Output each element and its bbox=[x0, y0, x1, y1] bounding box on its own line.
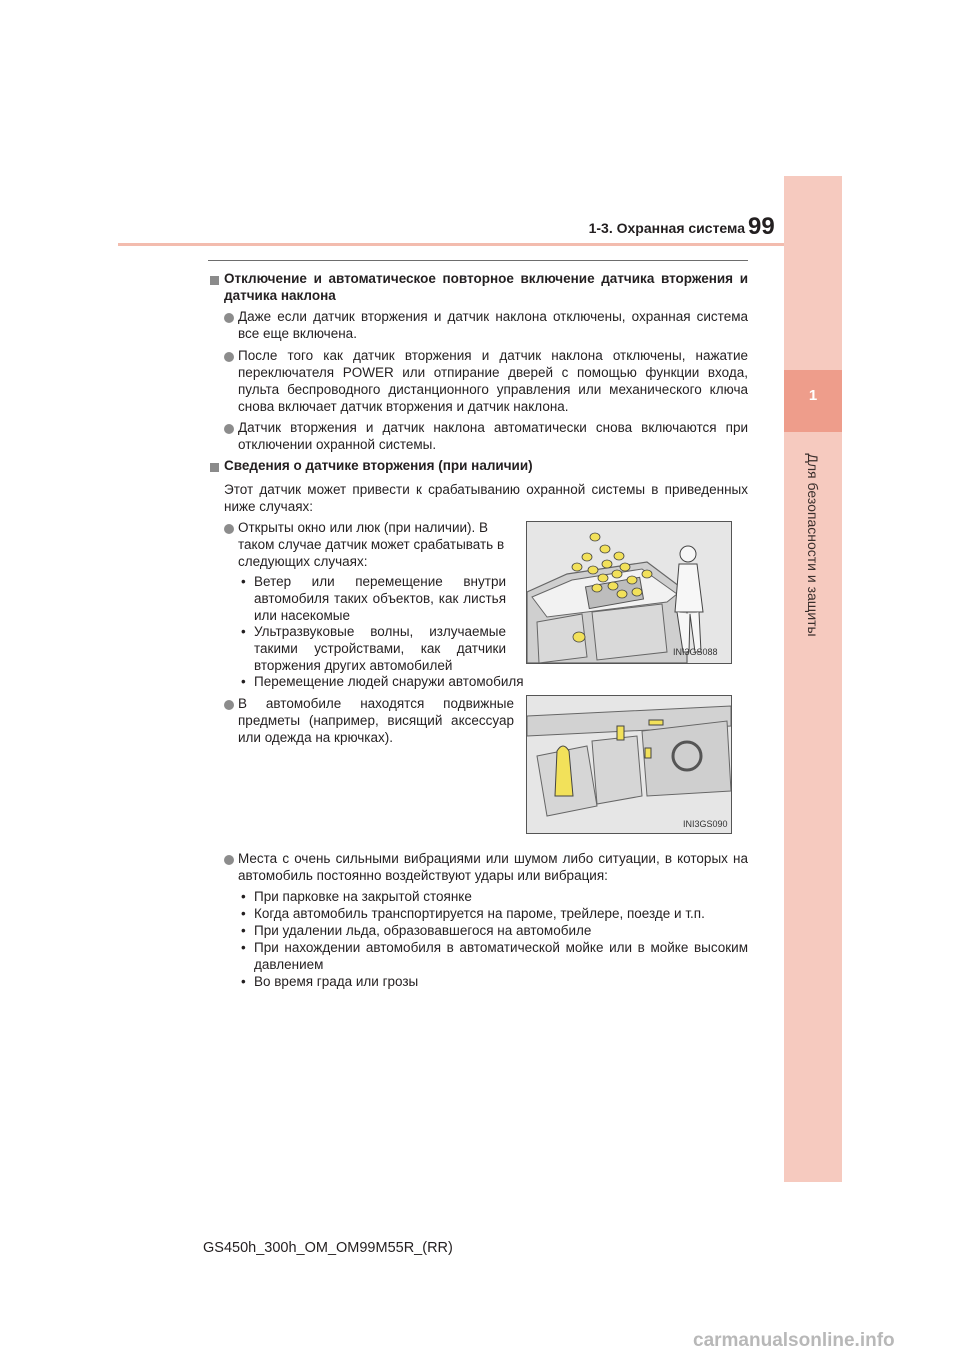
header-rule bbox=[118, 243, 784, 246]
chapter-title-vertical: Для безопасности и защиты bbox=[805, 453, 821, 637]
page-number: 99 bbox=[748, 213, 775, 240]
section-header-title: 1-3. Охранная система bbox=[588, 220, 745, 236]
section-2-item-3-sub-3: При удалении льда, образовавшегося на автомобиле bbox=[254, 923, 592, 938]
sub-bullet-dot: • bbox=[241, 906, 246, 921]
figure-1-label: INI3GS088 bbox=[673, 647, 718, 657]
sub-bullet-dot: • bbox=[241, 674, 246, 689]
round-bullet bbox=[224, 524, 234, 534]
round-bullet bbox=[224, 313, 234, 323]
sub-bullet-dot: • bbox=[241, 574, 246, 589]
figure-open-sunroof bbox=[526, 521, 732, 664]
figure-hanging-objects bbox=[526, 695, 732, 834]
section-square-bullet bbox=[210, 463, 219, 472]
section-square-bullet bbox=[210, 276, 219, 285]
sub-bullet-dot: • bbox=[241, 923, 246, 938]
sub-bullet-dot: • bbox=[241, 889, 246, 904]
sub-bullet-dot: • bbox=[241, 624, 246, 639]
sub-bullet-dot: • bbox=[241, 940, 246, 955]
section-2-title: Сведения о датчике вторжения (при наличии) bbox=[224, 458, 533, 473]
round-bullet bbox=[224, 700, 234, 710]
section-1-item-1: Даже если датчик вторжения и датчик наклона отключены, охранная система все еще включена. bbox=[238, 309, 748, 341]
section-2-item-3-sub-1: При парковке на закрытой стоянке bbox=[254, 889, 472, 904]
section-2-item-1: Открыты окно или люк (при наличии). В таком случае датчик может срабатывать в следующих случаях: bbox=[238, 520, 505, 569]
chapter-number: 1 bbox=[808, 387, 818, 404]
section-2-item-3-sub-4: При нахождении автомобиля в автоматической мойке или в мойке высоким давлением bbox=[254, 940, 748, 972]
section-2-item-3: Места с очень сильными вибрациями или шумом либо ситуации, в которых на автомобиль постоянно воздействуют удары или вибрация: bbox=[238, 851, 748, 883]
side-chapter-band bbox=[784, 176, 842, 1182]
sub-bullet-dot: • bbox=[241, 974, 246, 989]
round-bullet bbox=[224, 855, 234, 865]
section-2-item-1-sub-1: Ветер или перемещение внутри автомобиля таких объектов, как листья или насекомые bbox=[254, 574, 506, 623]
watermark-text: carmanualsonline.info bbox=[693, 1330, 895, 1351]
section-2-intro: Этот датчик может привести к срабатыванию охранной системы в приведенных ниже случаях: bbox=[224, 482, 748, 514]
footer-document-code: GS450h_300h_OM_OM99M55R_(RR) bbox=[203, 1240, 453, 1256]
section-1-item-2: После того как датчик вторжения и датчик наклона отключены, нажатие переключателя POWER или отпирание дверей с помощью функции входа, пульта беспроводного дистанционного управления или механического ключа снова включает датчик вторжения и датчик наклона. bbox=[238, 348, 748, 414]
round-bullet bbox=[224, 424, 234, 434]
section-2-item-1-sub-2: Ультразвуковые волны, излучаемые такими устройствами, как датчики вторжения других автомобилей bbox=[254, 624, 506, 673]
round-bullet bbox=[224, 352, 234, 362]
section-2-item-2: В автомобиле находятся подвижные предметы (например, висящий аксессуар или одежда на крючках). bbox=[238, 696, 514, 745]
section-1-item-3: Датчик вторжения и датчик наклона автоматически снова включаются при отключении охранной системы. bbox=[238, 420, 748, 452]
section-1-title: Отключение и автоматическое повторное включение датчика вторжения и датчика наклона bbox=[224, 271, 748, 303]
chapter-number-tab[interactable] bbox=[784, 370, 842, 432]
content-top-rule bbox=[208, 260, 748, 261]
section-2-item-3-sub-2: Когда автомобиль транспортируется на пароме, трейлере, поезде и т.п. bbox=[254, 906, 705, 921]
section-2-item-1-sub-3: Перемещение людей снаружи автомобиля bbox=[254, 674, 524, 689]
figure-2-label: INI3GS090 bbox=[683, 819, 728, 829]
section-2-item-3-sub-5: Во время града или грозы bbox=[254, 974, 419, 989]
